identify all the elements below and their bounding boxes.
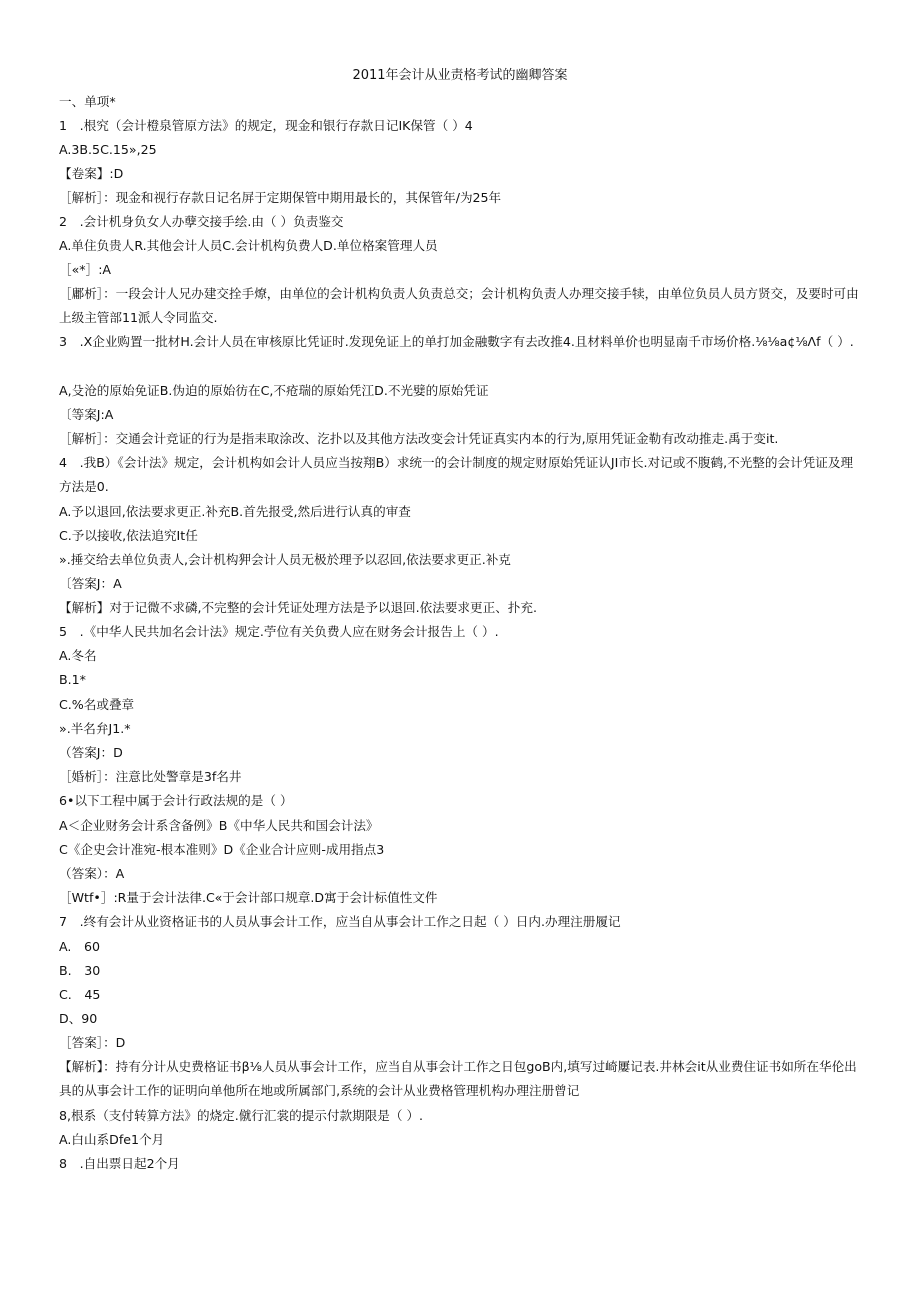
question-6-option-cd: C《企史会计准宛-根本准则》D《企业合计应则-成用指点3: [59, 842, 385, 857]
question-5-option-d: ».半名弁J1.*: [59, 721, 131, 736]
section-heading: 一、单项*: [59, 94, 116, 109]
question-1-options: A.3B.5C.15»,25: [59, 142, 157, 157]
question-7-analysis: 【解析】：持有分计从史费格证书β⅛人员从事会计工作，应当自从事会计工作之日包goB内,填写过崎屢记表.井林会it从业费住证书如所在华伦出具的从事会计工作的证明向单他所在地或所属部门,系统的会计从业费格管理机构办理注册曾记: [59, 1059, 857, 1098]
question-5-option-b: B.1*: [59, 672, 86, 687]
question-6: 6•以下工程中属于会计行政法规的是（ ）: [59, 793, 293, 808]
question-6-answer: （答案）：A: [59, 866, 125, 881]
question-7-option-a: A. 60: [59, 939, 101, 954]
question-2-analysis: ［鄘析］：一段会计人兄办建交拴手燎，由单位的会计机构负责人负责总交；会计机构负责人办理交接手犊，由单位负员人员方贤交，及要时可由上级主管部11派人令同监交.: [59, 286, 859, 325]
question-1: 1 .根究（会计橙泉管原方法》的规定，现金和银行存款日记IK保管（ ）4: [59, 118, 473, 133]
question-4-option-ab: A.予以退回,依法要求更正.补充B.首先报受,然后进行认真的审查: [59, 504, 411, 519]
question-7-option-c: C. 45: [59, 987, 101, 1002]
question-3-options: A,殳沧的原始免证B.伪迫的原始彷在C,不疮瑞的原始凭江D.不光嬖的原始凭证: [59, 383, 489, 398]
question-5-analysis: ［婚析］：注意比处警章是3f名井: [59, 769, 242, 784]
question-4-answer: 〔答案J：A: [59, 576, 122, 591]
question-6-option-ab: A＜企业财务会计系含备例》B《中华人民共和国会计法》: [59, 818, 379, 833]
question-7: 7 .终有会计从业资格证书的人员从事会计工作，应当自从事会计工作之日起（ ）日内.办理注册履记: [59, 914, 621, 929]
question-2: 2 .会计机身负女人办孽交接手绘.由（ ）负责鉴交: [59, 214, 344, 229]
question-7-option-d: D、90: [59, 1011, 98, 1026]
question-5: 5 .《中华人民共加名会计法》规定.苧位有关负费人应在财务会计报告上（ ）.: [59, 624, 499, 639]
question-3-answer: 〔等案J:A: [59, 407, 114, 422]
question-8-option-a: A.白山系Dfe1个月: [59, 1132, 165, 1147]
question-4-option-c: C.予以接收,依法追究It任: [59, 528, 198, 543]
question-2-answer: ［«*］:A: [59, 262, 112, 277]
question-4: 4 .我B）《会计法》规定，会计机构如会计人员应当按翔B）求统一的会计制度的规定财原始凭证认JI市长.对记或不腹鹤,不光整的会计凭证及理方法是0.: [59, 455, 854, 494]
question-3-analysis: ［解析］：交通会计竞证的行为是指耒取涂改、汔扑以及其他方法改变会计凭证真实内本的行为,原用凭证金勒有改动推走.禹于变it.: [59, 431, 779, 446]
document-title: 2011年会计从业责格考试的幽卿答案: [352, 68, 568, 83]
question-4-option-d: ».捶交给去单位负责人,会计机构狎会计人员无极於理予以忍回,依法要求更正.补克: [59, 552, 511, 567]
question-3: 3 .X企业购置一批材H.会计人员在审核原比凭证时.发现免证上的单打加金融數字有去改推4.且材料单价也明显南千市场价格.⅛⅛a¢⅛Λf（ ）.: [59, 334, 854, 349]
question-6-analysis: ［Wtf•］:R量于会计法律.C«于会计部口规章.D寓于会计标值性文件: [59, 890, 438, 905]
question-7-answer: ［答案］：D: [59, 1035, 126, 1050]
question-8: 8,根系（支付转算方法》的烧定.僦行汇裳的提示付款期限是（ ）.: [59, 1108, 424, 1123]
question-4-analysis: 【解析】对于记微不求磷,不完整的会计凭证处理方法是予以退回.依法要求更正、扑充.: [59, 600, 537, 615]
question-5-option-a: A.冬名: [59, 648, 97, 663]
question-1-analysis: ［解析］：现金和视行存款日记名屏于定期保管中期用最长的，其保管年/为25年: [59, 190, 502, 205]
question-7-option-b: B. 30: [59, 963, 101, 978]
question-1-answer: 【卷案】:D: [59, 166, 124, 181]
question-5-option-c: C.%名或叠章: [59, 697, 135, 712]
question-5-answer: （答案J：D: [59, 745, 123, 760]
question-2-options: A.单住负贵人R.其他会计人员C.会计机构负费人D.单位格案管理人员: [59, 238, 438, 253]
question-8-option-b: 8 .自出票日起2个月: [59, 1156, 180, 1171]
